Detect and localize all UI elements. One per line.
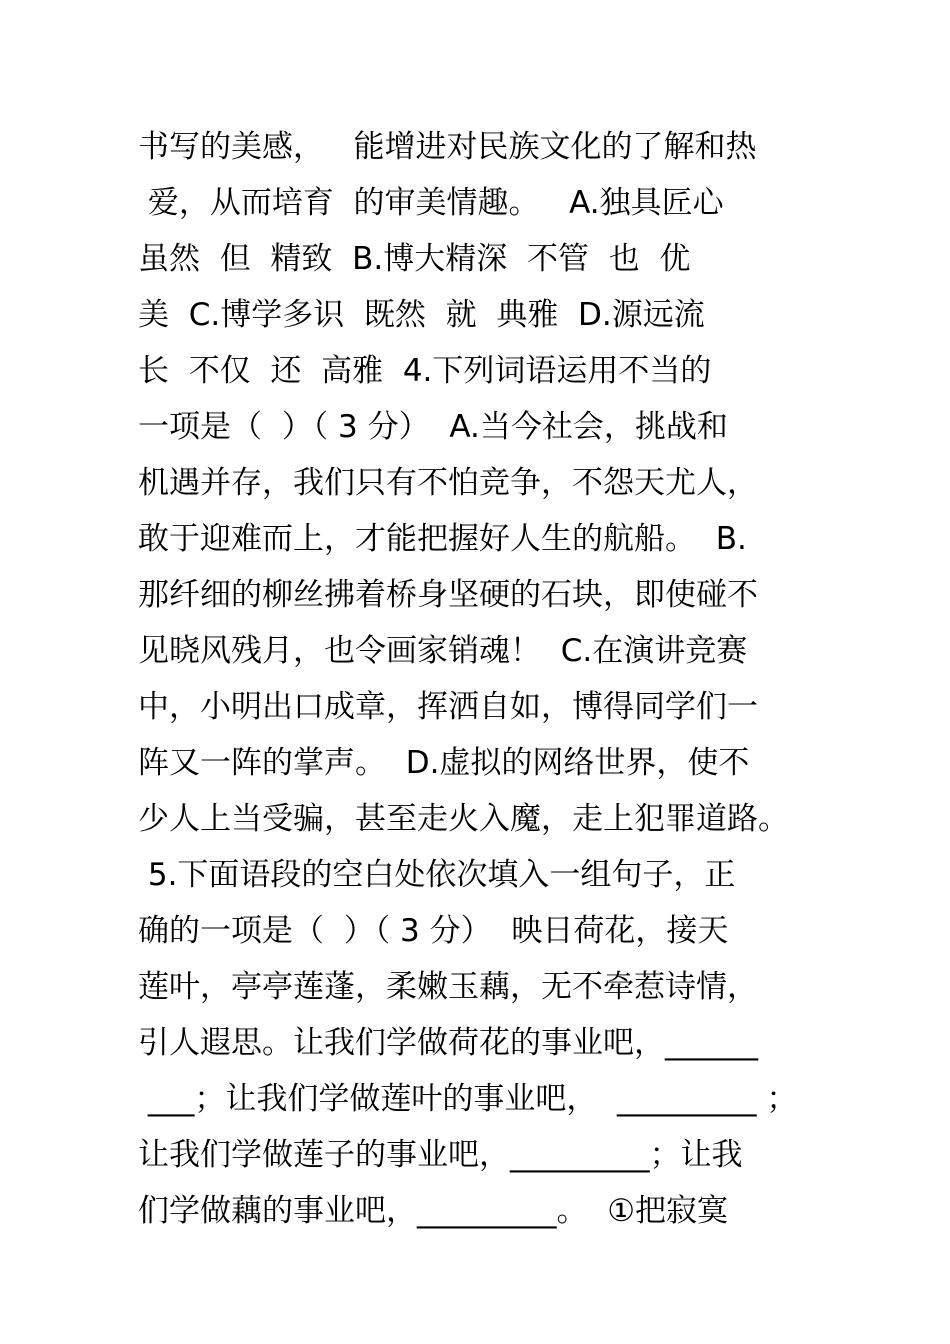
text-line: 机遇并存，我们只有不怕竞争，不怨天尤人， bbox=[138, 465, 758, 501]
text-line: 长 不仅 还 高雅 4.下列词语运用不当的 bbox=[138, 353, 712, 389]
text-line: 们学做藕的事业吧，_________。 ①把寂寞 bbox=[138, 1193, 728, 1229]
text-line: 阵又一阵的掌声。 D.虚拟的网络世界，使不 bbox=[138, 745, 750, 781]
text-line: 虽然 但 精致 B.博大精深 不管 也 优 bbox=[138, 241, 691, 277]
text-line: 让我们学做莲子的事业吧，_________；让我 bbox=[138, 1137, 743, 1173]
text-line: 书写的美感， 能增进对民族文化的了解和热 bbox=[138, 129, 757, 165]
text-line: 少人上当受骗，甚至走火入魔，走上犯罪道路。 bbox=[138, 801, 789, 837]
text-line: 5.下面语段的空白处依次填入一组句子，正 bbox=[138, 857, 736, 893]
text-line: 中，小明出口成章，挥洒自如，博得同学们一 bbox=[138, 689, 758, 725]
text-line: 爱，从而培育 的审美情趣。 A.独具匠心 bbox=[138, 185, 724, 221]
text-line: 确的一项是（ ）（ 3 分） 映日荷花，接天 bbox=[138, 913, 729, 949]
text-line: 那纤细的柳丝拂着桥身坚硬的石块，即使碰不 bbox=[138, 577, 758, 613]
text-line: ___；让我们学做莲叶的事业吧， _________ ； bbox=[138, 1081, 798, 1117]
text-line: 一项是（ ）（ 3 分） A.当今社会，挑战和 bbox=[138, 409, 728, 445]
text-line: 引人遐思。让我们学做荷花的事业吧，______ bbox=[138, 1025, 758, 1061]
text-line: 莲叶，亭亭莲蓬，柔嫩玉藕，无不牵惹诗情， bbox=[138, 969, 758, 1005]
text-line: 美 C.博学多识 既然 就 典雅 D.源远流 bbox=[138, 297, 705, 333]
text-line: 见晓风残月，也令画家销魂！ C.在演讲竞赛 bbox=[138, 633, 748, 669]
text-line: 敢于迎难而上，才能把握好人生的航船。 B. bbox=[138, 521, 747, 557]
